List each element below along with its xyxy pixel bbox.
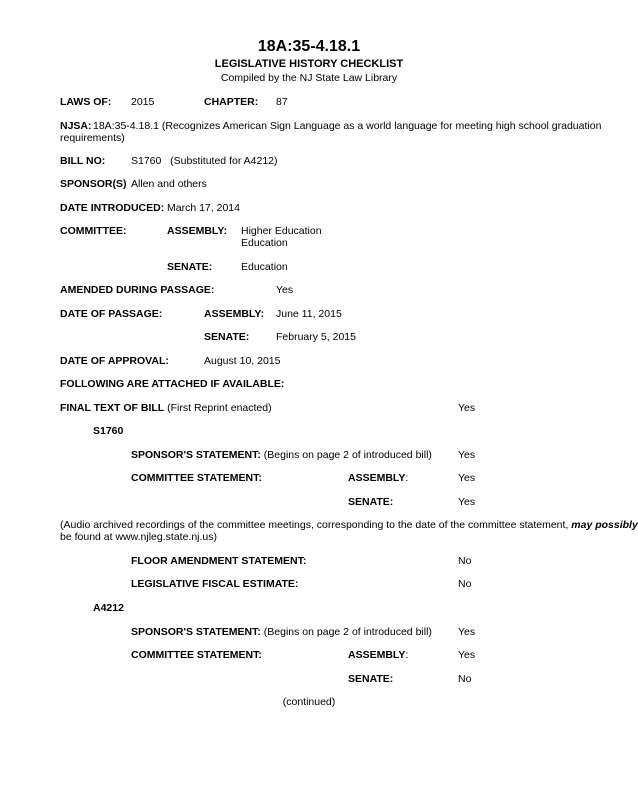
final-text-value: Yes xyxy=(458,402,476,414)
a4212-committee-assembly-colon: : xyxy=(405,649,409,661)
s1760-committee-assembly-row xyxy=(348,472,408,484)
amended-value: Yes xyxy=(276,284,294,296)
committee-label: COMMITTEE: xyxy=(60,225,127,237)
attached-heading: FOLLOWING ARE ATTACHED IF AVAILABLE: xyxy=(60,378,285,390)
date-of-approval-label: DATE OF APPROVAL: xyxy=(60,355,169,367)
a4212-committee-senate-label: SENATE: xyxy=(348,673,394,685)
laws-of-value: 2015 xyxy=(131,96,155,108)
s1760-committee-assembly-value: Yes xyxy=(458,472,476,484)
continued-note: (continued) xyxy=(282,696,336,708)
date-of-passage-label: DATE OF PASSAGE: xyxy=(60,308,163,320)
njsa-label: NJSA: xyxy=(60,120,92,132)
a4212-sponsor-statement-note: (Begins on page 2 of introduced bill) xyxy=(260,626,432,638)
passage-assembly-value: June 11, 2015 xyxy=(276,308,342,320)
statute-number: 18A:35-4.18.1 xyxy=(257,38,361,55)
passage-senate-label: SENATE: xyxy=(204,331,250,343)
committee-senate-value: Education xyxy=(241,261,288,273)
a4212-committee-assembly-label: ASSEMBLY xyxy=(348,649,406,661)
s1760-sponsor-statement-label: SPONSOR'S STATEMENT: xyxy=(131,449,261,461)
document-title: LEGISLATIVE HISTORY CHECKLIST xyxy=(214,58,404,70)
final-text-note: (First Reprint enacted) xyxy=(164,402,272,414)
a4212-sponsor-statement-label: SPONSOR'S STATEMENT: xyxy=(131,626,261,638)
chapter-label: CHAPTER: xyxy=(204,96,259,108)
audio-note-emphasis: may possibly xyxy=(571,519,638,531)
laws-of-label: LAWS OF: xyxy=(60,96,112,108)
s1760-committee-statement-label: COMMITTEE STATEMENT: xyxy=(131,472,262,484)
s1760-committee-senate-label: SENATE: xyxy=(348,496,394,508)
audio-note-line1 xyxy=(60,519,638,531)
floor-amendment-label: FLOOR AMENDMENT STATEMENT: xyxy=(131,555,307,567)
passage-assembly-label: ASSEMBLY: xyxy=(204,308,265,320)
date-introduced-label: DATE INTRODUCED: xyxy=(60,202,165,214)
a4212-committee-statement-label: COMMITTEE STATEMENT: xyxy=(131,649,262,661)
amended-label: AMENDED DURING PASSAGE: xyxy=(60,284,215,296)
passage-senate-value: February 5, 2015 xyxy=(276,331,356,343)
final-text-label: FINAL TEXT OF BILL xyxy=(60,402,165,414)
audio-note-line2: be found at www.njleg.state.nj.us) xyxy=(60,531,218,543)
committee-assembly-value-1: Higher Education xyxy=(241,225,322,237)
committee-senate-label: SENATE: xyxy=(167,261,213,273)
njsa-value-line2: requirements) xyxy=(60,132,125,144)
s1760-committee-assembly-colon: : xyxy=(405,472,409,484)
a4212-committee-senate-value: No xyxy=(458,673,472,685)
s1760-committee-assembly-label: ASSEMBLY xyxy=(348,472,406,484)
a4212-committee-assembly-value: Yes xyxy=(458,649,476,661)
s1760-sponsor-statement-value: Yes xyxy=(458,449,476,461)
bill-no-label: BILL NO: xyxy=(60,155,106,167)
njsa-value-line1: 18A:35-4.18.1 (Recognizes American Sign Language as a world language for meeting high school graduation xyxy=(93,120,602,132)
a4212-committee-assembly-row xyxy=(348,649,408,661)
committee-assembly-label: ASSEMBLY: xyxy=(167,225,228,237)
committee-assembly-value-2: Education xyxy=(241,237,288,249)
chapter-value: 87 xyxy=(276,96,288,108)
audio-note-text: (Audio archived recordings of the committee meetings, corresponding to the date of the committee statement, xyxy=(60,519,572,531)
fiscal-estimate-label: LEGISLATIVE FISCAL ESTIMATE: xyxy=(131,578,299,590)
s1760-heading: S1760 xyxy=(93,425,124,437)
s1760-sponsor-statement-note: (Begins on page 2 of introduced bill) xyxy=(260,449,432,461)
final-text-row xyxy=(60,402,272,414)
date-introduced-value: March 17, 2014 xyxy=(167,202,240,214)
sponsors-value: Allen and others xyxy=(131,178,207,190)
s1760-sponsor-statement-row xyxy=(131,449,432,461)
a4212-sponsor-statement-row xyxy=(131,626,432,638)
bill-no-value: S1760 (Substituted for A4212) xyxy=(131,155,278,167)
compiled-by: Compiled by the NJ State Law Library xyxy=(220,72,398,84)
date-of-approval-value: August 10, 2015 xyxy=(204,355,281,367)
fiscal-estimate-value: No xyxy=(458,578,472,590)
a4212-sponsor-statement-value: Yes xyxy=(458,626,476,638)
s1760-committee-senate-value: Yes xyxy=(458,496,476,508)
a4212-heading: A4212 xyxy=(93,602,124,614)
floor-amendment-value: No xyxy=(458,555,472,567)
sponsors-label: SPONSOR(S) xyxy=(60,178,127,190)
